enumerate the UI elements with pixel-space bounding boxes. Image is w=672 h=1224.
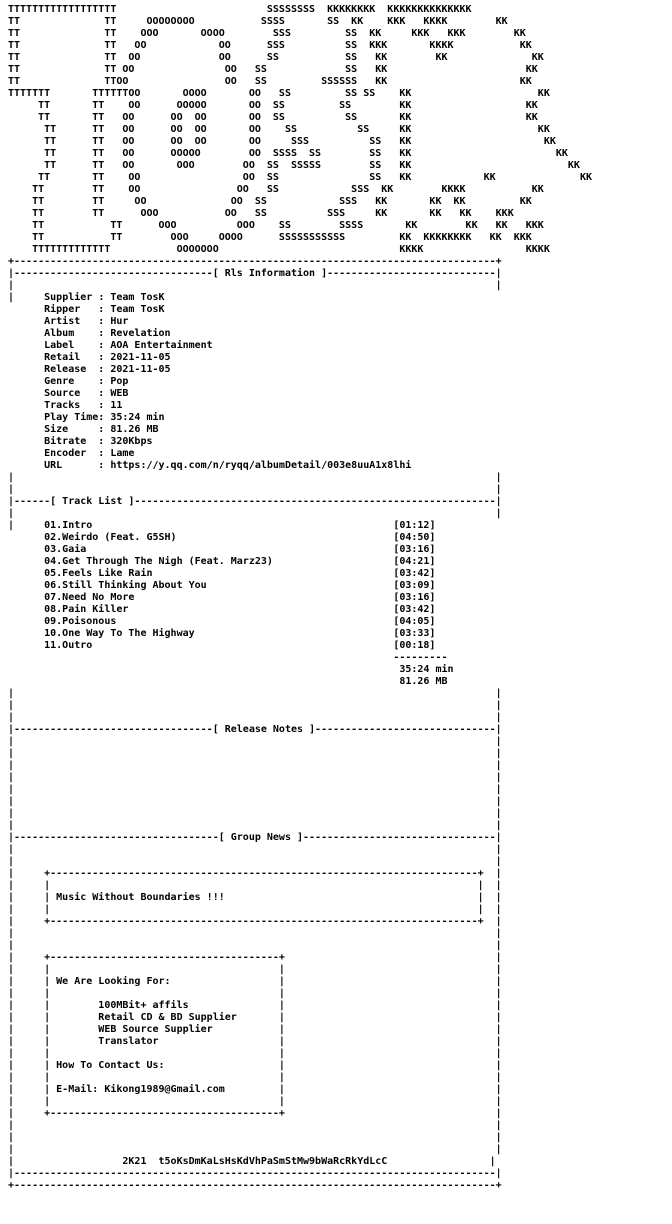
group-slogan-box: | +-----------------------------------------------------------------------+ | | | | | | | Music Without Boundaries !!! | | | | | | | +-----------------------------------------------------------------------+ | | | | | bbox=[8, 868, 502, 951]
track-list-header: | | | | |------[ Track List ]------------------------------------------------------------| | | | bbox=[8, 472, 502, 531]
release-info-header: +--------------------------------------------------------------------------------+ |---------------------------------[ Rls Information ]----------------------------| | | | bbox=[8, 256, 502, 303]
release-info-fields: Supplier : Team TosK Ripper : Team TosK Artist : Hur Album : Revelation Label : AOA Entertainment Retail : 2021-11-05 Release : 2021-11-05 Genre : Pop Source : WEB Tracks : 11 Play Time: 35:24 min Size : 81.26 MB Bitrate : 320Kbps Encoder : Lame URL : https://y.qq.com/n/ryqq/albumDetail/003e8uuA1x8lhi bbox=[44, 292, 412, 471]
nfo-footer: | 2K21 t5oKsDmKaLsHsKdVhPaSmStMw9bWaRcRkYdLcC | |--------------------------------------------------------------------------------| +--------------------------------------------------------------------------------+ bbox=[8, 1156, 502, 1191]
track-list: 01.Intro [01:12] 02.Weirdo (Feat. G5SH) [04:50] 03.Gaia [03:16] 04.Get Through The Nigh (Feat. Marz23) [04:21] 05.Feels Like Rain [03:42] 06.Still Thinking About You [03:09] 07.Need No More [03:16] 08.Pain Killer [03:42] 09.Poisonous [04:05] 10.One Way To The Highway [03:33] 11.Outro [00:18] --------- bbox=[44, 520, 448, 663]
release-notes-header: | | | | | | |---------------------------------[ Release Notes ]------------------------------| | | | | | | | | | | | | | | | | bbox=[8, 688, 502, 831]
group-recruitment-box: | +--------------------------------------+ | | | | | | | We Are Looking For: | | | | | | | | 100MBit+ affils | | | | Retail CD & BD Supplier | | | | WEB Source Supplier | | | | Translator | | | | | | | | How To Contact Us: | | | | | | | | E-Mail: Kikong1989@Gmail.com | | | | | | | +--------------------------------------+ | | | | | | | bbox=[8, 952, 502, 1155]
group-news-header: |----------------------------------[ Group News ]--------------------------------| | | | | bbox=[8, 832, 502, 867]
track-totals: 35:24 min 81.26 MB bbox=[399, 664, 454, 687]
ascii-logo: TTTTTTTTTTTTTTTTTT SSSSSSSS KKKKKKKK KKKKKKKKKKKKKK TT TT OOOOOOOO SSSS SS KK KKK KKKK KK TT TT OOO OOOO SSS SS KK KKK KKK KK TT TT OO OO SSS SS KKK KKKK KK TT TT OO OO SS SS KK KK KK TT TT OO OO SS SS KK KK TT TTOO OO SS SSSSSS KK KK TTTTTTT TTTTTTOO OOOO OO SS SS SS KK KK TT TT OO OOOOO OO SS SS KK KK TT TT OO OO OO OO SS SS KK KK TT TT OO OO OO OO SS SS KK KK TT TT OO OO OO OO SSS SS KK KK TT TT OO OOOOO OO SSSS SS SS KK KK TT TT OO OOO OO SS SSSSS SS KK KK TT TT OO OO SS SS KK KK KK TT TT OO OO SS SSS KK KKKK KK TT TT OO OO SS SSS KK KK KK KK TT TT OOO OO SS SSS KK KK KK KKK TT TT OOO OOO SS SSSS KK KK KK KKK TT TT OOO OOOO SSSSSSSSSSS KK KKKKKKKK KK KKK TTTTTTTTTTTTT OOOOOOO KKKK KKKK bbox=[8, 4, 592, 255]
